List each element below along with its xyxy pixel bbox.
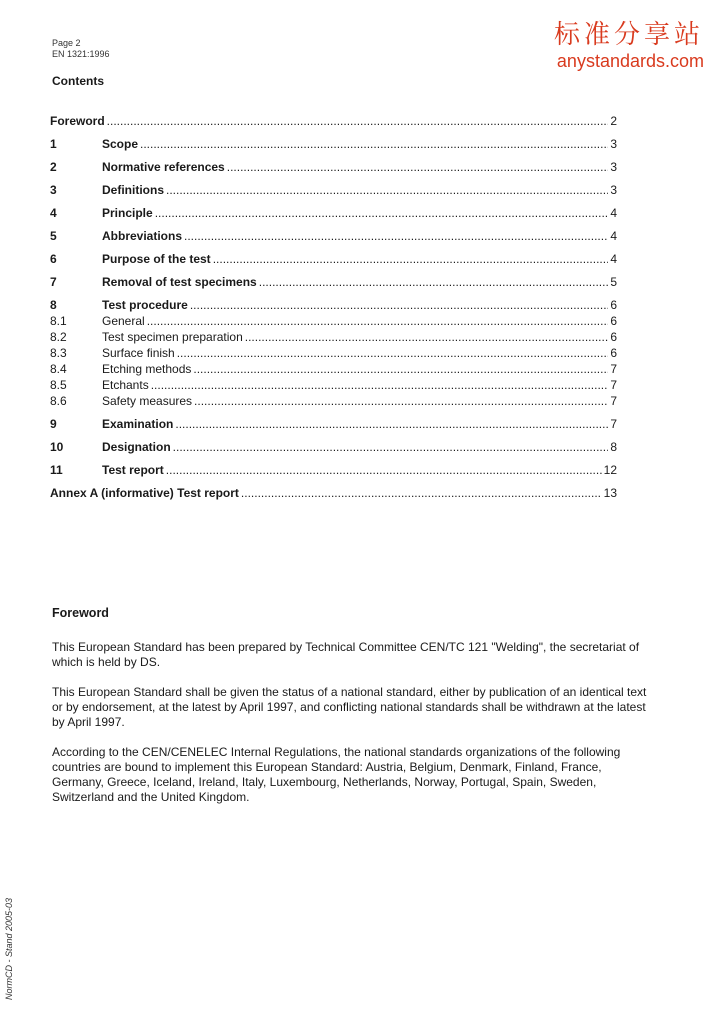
- toc-entry[interactable]: [50, 314, 617, 330]
- toc-entry[interactable]: [50, 137, 617, 153]
- toc-entry[interactable]: [50, 252, 617, 268]
- toc-entry-page: 13: [603, 486, 617, 500]
- toc-entry-page: 2: [610, 114, 617, 128]
- toc-entry-title: Removal of test specimens: [102, 275, 257, 289]
- toc-entry-title: Definitions: [102, 183, 164, 197]
- toc-entry[interactable]: [50, 275, 617, 291]
- toc-leader-dots: [184, 229, 608, 243]
- toc-entry-number: 8.2: [50, 330, 67, 344]
- toc-entry-title: Examination: [102, 417, 174, 431]
- foreword-paragraph: According to the CEN/CENELEC Internal Regulations, the national standards organizations of the following countries are bound to implement this European Standard: Austria, Belgium, Denmark, Finland, France, Germany, Greece, Iceland, Ireland, Italy, Luxembourg, Netherlands, Norway, Portugal, Spain, Sweden, Switzerland and the United Kingdom.: [52, 745, 621, 804]
- toc-entry-title: Test report: [102, 463, 164, 477]
- toc-entry[interactable]: [50, 486, 617, 502]
- standard-number: EN 1321:1996: [52, 49, 110, 59]
- toc-leader-dots: [166, 183, 608, 197]
- toc-entry[interactable]: [50, 114, 617, 130]
- toc-leader-dots: [166, 463, 602, 477]
- toc-leader-dots: [213, 252, 609, 266]
- toc-leader-dots: [245, 330, 609, 344]
- toc-entry[interactable]: [50, 362, 617, 378]
- toc-entry-title: Etching methods: [102, 362, 192, 376]
- foreword-section: [52, 606, 652, 820]
- table-of-contents: [50, 114, 617, 502]
- toc-leader-dots: [140, 137, 608, 151]
- toc-entry-number: 8.5: [50, 378, 67, 392]
- toc-entry[interactable]: [50, 298, 617, 314]
- foreword-heading: Foreword: [52, 606, 109, 620]
- toc-entry-title: Test specimen preparation: [102, 330, 243, 344]
- foreword-paragraph: This European Standard has been prepared by Technical Committee CEN/TC 121 "Welding", the secretariat of which is held by DS.: [52, 640, 640, 669]
- toc-entry[interactable]: [50, 229, 617, 245]
- toc-entry-page: 4: [610, 252, 617, 266]
- toc-entry-title: General: [102, 314, 145, 328]
- toc-entry-title: Abbreviations: [102, 229, 183, 243]
- toc-entry-page: 7: [610, 394, 617, 408]
- toc-entry-number: 2: [50, 160, 57, 174]
- toc-entry-page: 4: [610, 229, 617, 243]
- toc-entry-number: 8.1: [50, 314, 67, 328]
- toc-entry-number: 6: [50, 252, 57, 266]
- toc-entry-page: 3: [610, 137, 617, 151]
- toc-entry-page: 7: [610, 362, 617, 376]
- toc-entry-page: 7: [610, 417, 617, 431]
- page-number: Page 2: [52, 38, 81, 48]
- toc-entry-page: 7: [610, 378, 617, 392]
- toc-leader-dots: [107, 114, 609, 128]
- toc-leader-dots: [177, 346, 609, 360]
- toc-entry-page: 6: [610, 298, 617, 312]
- toc-entry[interactable]: [50, 463, 617, 479]
- toc-leader-dots: [193, 362, 608, 376]
- toc-entry-number: 1: [50, 137, 57, 151]
- toc-entry-title: Designation: [102, 440, 171, 454]
- toc-entry-page: 6: [610, 330, 617, 344]
- watermark: [554, 20, 704, 72]
- toc-entry-number: 5: [50, 229, 57, 243]
- toc-entry-page: 3: [610, 183, 617, 197]
- toc-entry-page: 5: [610, 275, 617, 289]
- toc-entry[interactable]: [50, 346, 617, 362]
- toc-entry-title: Test procedure: [102, 298, 188, 312]
- toc-leader-dots: [194, 394, 608, 408]
- toc-entry[interactable]: [50, 330, 617, 346]
- toc-entry[interactable]: [50, 440, 617, 456]
- toc-leader-dots: [155, 206, 609, 220]
- toc-entry-title: Normative references: [102, 160, 225, 174]
- toc-leader-dots: [241, 486, 602, 500]
- toc-entry[interactable]: [50, 378, 617, 394]
- contents-title: Contents: [52, 74, 104, 88]
- toc-entry-title: Surface finish: [102, 346, 175, 360]
- toc-entry-title: Foreword: [50, 114, 105, 128]
- toc-entry-page: 8: [610, 440, 617, 454]
- toc-leader-dots: [259, 275, 609, 289]
- toc-leader-dots: [151, 378, 609, 392]
- toc-leader-dots: [147, 314, 609, 328]
- toc-entry-number: 11: [50, 463, 63, 477]
- toc-entry[interactable]: [50, 206, 617, 222]
- toc-entry-title: Etchants: [102, 378, 149, 392]
- toc-entry-number: 7: [50, 275, 57, 289]
- toc-leader-dots: [175, 417, 608, 431]
- toc-leader-dots: [173, 440, 609, 454]
- toc-entry-number: 10: [50, 440, 64, 454]
- toc-entry-number: 4: [50, 206, 57, 220]
- toc-entry[interactable]: [50, 394, 617, 410]
- toc-entry-page: 4: [610, 206, 617, 220]
- toc-entry-page: 6: [610, 314, 617, 328]
- toc-entry-number: 8.4: [50, 362, 67, 376]
- toc-entry-number: 9: [50, 417, 57, 431]
- toc-entry-title: Annex A (informative) Test report: [50, 486, 239, 500]
- toc-entry-page: 3: [610, 160, 617, 174]
- toc-entry-title: Principle: [102, 206, 153, 220]
- toc-entry[interactable]: [50, 417, 617, 433]
- toc-entry-number: 8: [50, 298, 57, 312]
- toc-entry[interactable]: [50, 183, 617, 199]
- toc-entry-title: Purpose of the test: [102, 252, 211, 266]
- toc-entry-title: Safety measures: [102, 394, 193, 408]
- side-note: NormCD - Stand 2005-03: [4, 897, 14, 1000]
- watermark-url: anystandards.com: [556, 51, 704, 71]
- watermark-chinese: 标准分享站: [553, 20, 704, 50]
- foreword-paragraph: This European Standard shall be given the status of a national standard, either by publication of an identical text or by endorsement, at the latest by April 1997, and conflicting national standards shall be withdrawn at the latest by April 1997.: [52, 685, 647, 729]
- toc-entry-title: Scope: [102, 137, 139, 151]
- page-header: [52, 38, 110, 60]
- toc-entry-page: 12: [603, 463, 617, 477]
- toc-leader-dots: [190, 298, 609, 312]
- toc-entry-number: 8.6: [50, 394, 67, 408]
- toc-entry-number: 8.3: [50, 346, 67, 360]
- toc-entry[interactable]: [50, 160, 617, 176]
- toc-entry-number: 3: [50, 183, 57, 197]
- toc-entry-page: 6: [610, 346, 617, 360]
- toc-leader-dots: [227, 160, 609, 174]
